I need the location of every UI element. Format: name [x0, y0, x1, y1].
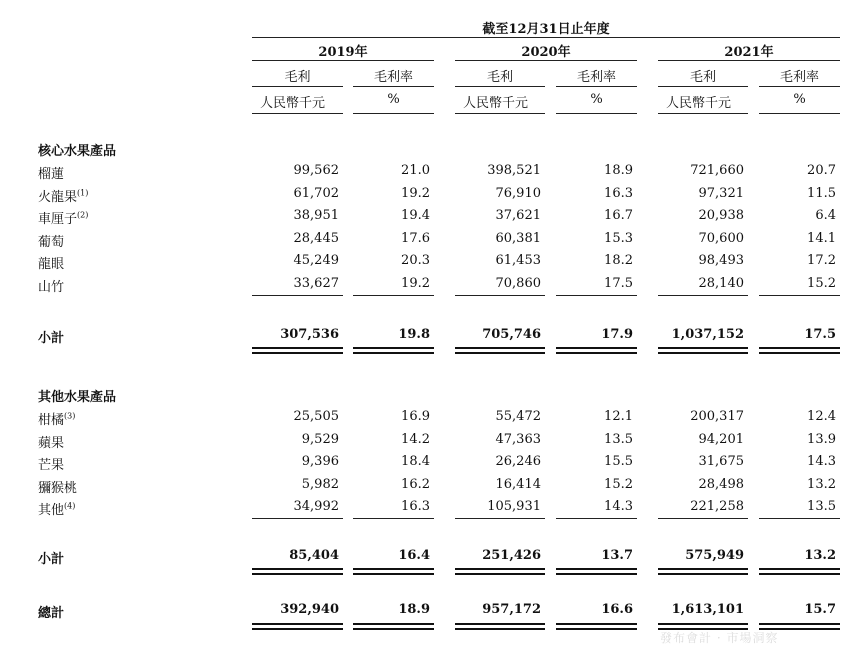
- rule: [252, 628, 343, 630]
- footnote-marker: (3): [64, 411, 76, 421]
- unit-amount: 人民幣千元: [666, 96, 732, 111]
- table-cell: 19.2: [401, 185, 430, 201]
- table-cell: 15.2: [807, 276, 836, 291]
- table-cell: 18.9: [398, 602, 430, 617]
- unit-pct: %: [793, 92, 806, 107]
- rule: [455, 347, 545, 349]
- rule: [252, 295, 343, 296]
- table-cell: 94,201: [698, 431, 744, 447]
- table-row-label: 龍眼: [38, 257, 65, 273]
- watermark: 發布會計 · 市場洞察: [660, 631, 779, 645]
- rule: [252, 568, 343, 570]
- table-cell: 21.0: [401, 163, 430, 178]
- table-cell: 70,600: [698, 230, 744, 246]
- table-cell: 13.9: [807, 431, 836, 447]
- table-cell: 12.1: [604, 409, 633, 424]
- table-cell: 1,613,101: [671, 602, 744, 617]
- section-title: 其他水果產品: [38, 390, 117, 405]
- table-cell: 16.2: [401, 476, 430, 492]
- rule: [252, 518, 343, 519]
- rule: [455, 623, 545, 625]
- col-gross-profit: 毛利: [689, 70, 716, 85]
- footnote-marker: (4): [64, 502, 76, 512]
- rule: [556, 113, 637, 114]
- table-row-label: 芒果: [38, 458, 65, 474]
- table-row-label: 車厘子$^{(2)}$: [38, 210, 89, 228]
- table-cell: 6.4: [815, 208, 836, 224]
- year-header: 2021年: [724, 45, 774, 60]
- table-cell: 13.7: [601, 548, 633, 563]
- rule: [658, 568, 748, 570]
- table-cell: 16.7: [604, 208, 633, 224]
- col-gross-profit: 毛利: [486, 70, 513, 85]
- rule: [759, 113, 840, 114]
- table-cell: 19.8: [398, 327, 430, 342]
- footnote-marker: (2): [77, 210, 89, 220]
- table-cell: 61,453: [495, 253, 541, 269]
- table-cell: 575,949: [685, 548, 744, 563]
- rule: [759, 573, 840, 575]
- table-cell: 61,702: [293, 185, 339, 201]
- table-cell: 19.4: [401, 208, 430, 224]
- rule: [658, 86, 748, 87]
- table-row-label: 柑橘$^{(3)}$: [38, 411, 76, 428]
- rule: [556, 347, 637, 349]
- rule: [252, 113, 343, 114]
- table-cell: 28,140: [698, 276, 744, 291]
- rule: [455, 86, 545, 87]
- table-row-label: 山竹: [38, 280, 65, 295]
- rule: [353, 623, 434, 625]
- table-row-label: 獼猴桃: [38, 480, 78, 496]
- rule: [759, 352, 840, 354]
- rule: [252, 347, 343, 349]
- rule: [759, 568, 840, 570]
- table-cell: 9,529: [301, 431, 339, 447]
- rule: [252, 60, 434, 61]
- table-cell: 16.3: [604, 185, 633, 201]
- table-cell: 17.5: [804, 327, 836, 342]
- table-cell: 200,317: [690, 409, 744, 424]
- col-gross-margin: 毛利率: [779, 70, 819, 85]
- rule: [252, 573, 343, 575]
- table-cell: 13.5: [604, 431, 633, 447]
- table-cell: 251,426: [482, 548, 541, 563]
- table-cell: 34,992: [293, 499, 339, 515]
- table-cell: 398,521: [487, 163, 541, 178]
- rule: [353, 573, 434, 575]
- table-cell: 28,498: [698, 476, 744, 492]
- table-cell: 85,404: [289, 548, 339, 563]
- rule: [455, 352, 545, 354]
- unit-pct: %: [387, 92, 400, 107]
- rule: [455, 573, 545, 575]
- table-cell: 28,445: [293, 230, 339, 246]
- table-cell: 13.2: [804, 548, 836, 563]
- table-cell: 957,172: [482, 602, 541, 617]
- table-cell: 47,363: [495, 431, 541, 447]
- rule: [556, 623, 637, 625]
- rule: [455, 568, 545, 570]
- table-row-label: 其他$^{(4)}$: [38, 502, 76, 519]
- year-header: 2020年: [521, 45, 571, 60]
- table-cell: 15.5: [604, 454, 633, 470]
- rule: [353, 352, 434, 354]
- rule: [252, 352, 343, 354]
- table-cell: 18.9: [604, 163, 633, 178]
- total-row-label: 總計: [38, 606, 65, 621]
- rule: [658, 60, 840, 61]
- table-cell: 221,258: [690, 499, 744, 515]
- rule: [455, 628, 545, 630]
- unit-pct: %: [590, 92, 603, 107]
- rule: [759, 518, 840, 519]
- table-cell: 14.3: [604, 499, 633, 515]
- period-header: 截至12月31日止年度: [482, 22, 610, 37]
- rule: [556, 295, 637, 296]
- col-gross-margin: 毛利率: [576, 70, 616, 85]
- rule: [759, 295, 840, 296]
- table-cell: 20,938: [698, 208, 744, 224]
- table-cell: 14.1: [807, 230, 836, 246]
- table-cell: 9,396: [301, 454, 339, 470]
- table-cell: 26,246: [495, 454, 541, 470]
- table-cell: 721,660: [690, 163, 744, 178]
- rule: [353, 295, 434, 296]
- table-cell: 15.7: [804, 602, 836, 617]
- rule: [353, 628, 434, 630]
- table-cell: 45,249: [293, 253, 339, 269]
- table-cell: 1,037,152: [671, 327, 744, 342]
- table-cell: 31,675: [698, 454, 744, 470]
- footnote-marker: (1): [77, 188, 89, 198]
- table-cell: 5,982: [301, 476, 339, 492]
- table-cell: 705,746: [482, 327, 541, 342]
- table-row-label: 葡萄: [38, 234, 65, 250]
- table-cell: 18.2: [604, 253, 633, 269]
- table-cell: 38,951: [293, 208, 339, 224]
- table-cell: 16,414: [495, 476, 541, 492]
- table-cell: 97,321: [698, 185, 744, 201]
- table-cell: 13.2: [807, 476, 836, 492]
- rule: [353, 347, 434, 349]
- table-cell: 37,621: [495, 208, 541, 224]
- unit-amount: 人民幣千元: [463, 96, 529, 111]
- rule: [252, 86, 343, 87]
- table-cell: 12.4: [807, 409, 836, 424]
- rule: [252, 37, 840, 38]
- rule: [556, 518, 637, 519]
- rule: [455, 60, 637, 61]
- table-cell: 76,910: [495, 185, 541, 201]
- table-cell: 392,940: [280, 602, 339, 617]
- table-cell: 14.3: [807, 454, 836, 470]
- rule: [658, 352, 748, 354]
- table-cell: 99,562: [293, 163, 339, 178]
- rule: [455, 113, 545, 114]
- rule: [658, 518, 748, 519]
- table-cell: 11.5: [807, 185, 836, 201]
- table-cell: 70,860: [495, 276, 541, 291]
- table-cell: 13.5: [807, 499, 836, 515]
- table-row-label: 火龍果$^{(1)}$: [38, 188, 89, 205]
- table-cell: 98,493: [698, 253, 744, 269]
- rule: [658, 347, 748, 349]
- rule: [252, 623, 343, 625]
- rule: [455, 295, 545, 296]
- table-cell: 17.6: [401, 230, 430, 246]
- table-cell: 17.9: [601, 327, 633, 342]
- table-cell: 15.2: [604, 476, 633, 492]
- table-cell: 18.4: [401, 454, 430, 470]
- rule: [556, 573, 637, 575]
- subtotal-row-label: 小計: [38, 552, 65, 567]
- table-cell: 55,472: [495, 409, 541, 424]
- rule: [353, 568, 434, 570]
- table-cell: 307,536: [280, 327, 339, 342]
- table-cell: 16.3: [401, 499, 430, 515]
- rule: [556, 86, 637, 87]
- table-cell: 16.6: [601, 602, 633, 617]
- rule: [556, 568, 637, 570]
- table-cell: 25,505: [293, 409, 339, 424]
- rule: [353, 518, 434, 519]
- col-gross-profit: 毛利: [284, 70, 311, 85]
- rule: [658, 573, 748, 575]
- rule: [759, 347, 840, 349]
- rule: [556, 352, 637, 354]
- table-cell: 17.5: [604, 276, 633, 291]
- table-row-label: 榴蓮: [38, 167, 65, 182]
- table-cell: 105,931: [487, 499, 541, 515]
- rule: [455, 518, 545, 519]
- rule: [658, 295, 748, 296]
- table-cell: 19.2: [401, 276, 430, 291]
- table-cell: 60,381: [495, 230, 541, 246]
- year-header: 2019年: [318, 45, 368, 60]
- table-row-label: 蘋果: [38, 435, 65, 451]
- table-cell: 16.9: [401, 409, 430, 424]
- subtotal-row-label: 小計: [38, 331, 65, 346]
- rule: [353, 113, 434, 114]
- table-cell: 17.2: [807, 253, 836, 269]
- table-cell: 14.2: [401, 431, 430, 447]
- col-gross-margin: 毛利率: [373, 70, 413, 85]
- table-cell: 16.4: [398, 548, 430, 563]
- rule: [658, 113, 748, 114]
- rule: [556, 628, 637, 630]
- table-cell: 20.7: [807, 163, 836, 178]
- rule: [658, 623, 748, 625]
- table-cell: 33,627: [293, 276, 339, 291]
- unit-amount: 人民幣千元: [260, 96, 326, 111]
- rule: [353, 86, 434, 87]
- table-cell: 15.3: [604, 230, 633, 246]
- table-cell: 20.3: [401, 253, 430, 269]
- rule: [759, 623, 840, 625]
- rule: [759, 86, 840, 87]
- section-title: 核心水果產品: [38, 144, 117, 159]
